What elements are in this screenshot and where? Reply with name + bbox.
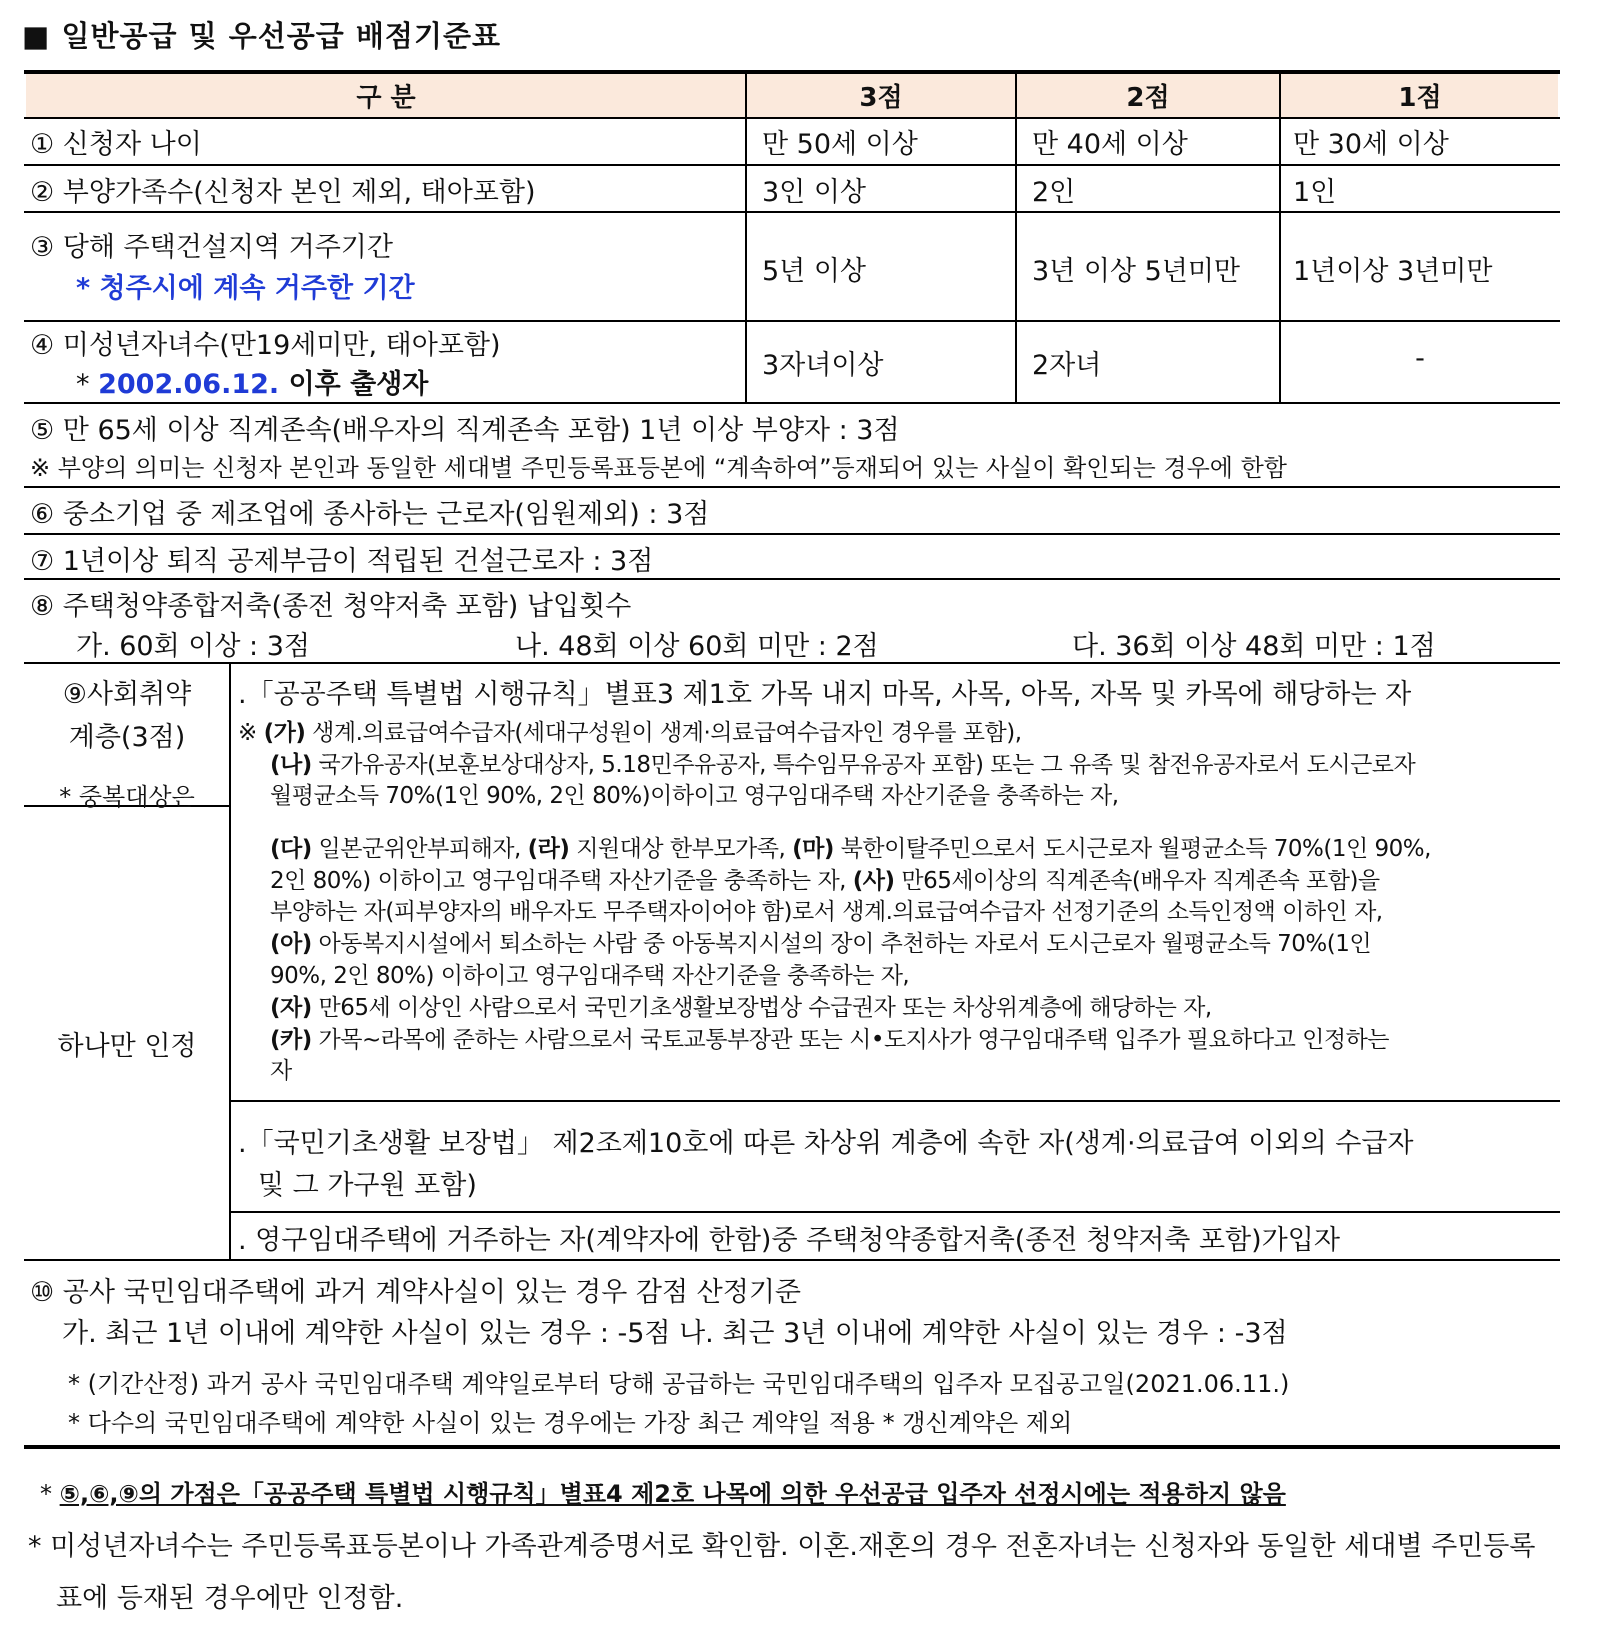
row2-3pt: 3인 이상 [762,177,867,208]
row3-note: * 청주시에 계속 거주한 기간 [76,273,415,304]
row9-left-line1: ⑨사회취약 [62,679,192,710]
row9-item-na [270,746,1415,779]
row6: ⑥ 중소기업 중 제조업에 종사하는 근로자(임원제외) : 3점 [30,499,710,530]
footer-note1-star: * [40,1480,60,1508]
page-title: ■ 일반공급 및 우선공급 배점기준표 [22,19,501,53]
row8-line1: ⑧ 주택청약종합저축(종전 청약저축 포함) 납입횟수 [30,591,632,622]
ga-text: 생계.의료급여수급자(세대구성원이 생계·의료급여수급자인 경우를 포함), [305,720,1022,746]
row9-left-line2: 계층(3점) [68,722,186,753]
ga-tag: (가) [263,720,306,746]
row9-item-ma-sa [270,862,1380,895]
row-divider [24,402,1560,404]
da-tag: (다) [270,836,312,862]
row9-item-na-cont: 월평균소득 70%(1인 90%, 2인 80%)이하이고 영구임대주택 자산기준을 충족하는 자, [270,783,1119,809]
column-divider [229,663,231,1260]
row-divider [230,1211,1560,1213]
row9-item-ga [238,714,1022,747]
note-star: * [76,369,99,400]
row3-label: ③ 당해 주택건설지역 거주기간 [30,232,393,263]
row2-2pt: 2인 [1032,177,1076,208]
row8-c: 다. 36회 이상 48회 미만 : 1점 [1072,631,1436,662]
row4-1pt: - [1415,343,1425,374]
na-tag: (나) [270,752,312,778]
da-text: 일본군위안부피해자, [311,836,528,862]
row4-2pt: 2자녀 [1032,350,1102,381]
table-top-border [24,70,1560,74]
ja-tag: (자) [270,995,312,1021]
column-divider [745,72,747,403]
ja-text: 만65세 이상인 사람으로서 국민기초생활보장법상 수급권자 또는 차상위계층에 해당하는 자, [311,995,1212,1021]
row4-3pt: 3자녀이상 [762,350,884,381]
row-divider [24,117,1560,119]
row-divider [24,1259,1560,1261]
row9-item-a [270,925,1371,958]
row3-3pt: 5년 이상 [762,256,867,287]
row-divider [24,533,1560,535]
a-text1: 아동복지시설에서 퇴소하는 사람 중 아동복지시설의 장이 추천하는 자로서 도시근로자 월평균소득 70%(1인 [311,931,1372,957]
row9-item-a-cont: 90%, 2인 80%) 이하이고 영구임대주택 자산기준을 충족하는 자, [270,963,910,989]
row-divider [24,578,1560,580]
row1-2pt: 만 40세 이상 [1032,129,1188,160]
row3-2pt: 3년 이상 5년미만 [1032,256,1241,287]
row8-b: 나. 48회 이상 60회 미만 : 2점 [515,631,879,662]
row9-paragraph3: . 영구임대주택에 거주하는 자(계약자에 한함)중 주택청약종합저축(종전 청약저축 포함)가입자 [238,1225,1340,1256]
row8-a: 가. 60회 이상 : 3점 [76,631,310,662]
ka-tag: (카) [270,1027,312,1053]
row2-label: ② 부양가족수(신청자 본인 제외, 태아포함) [30,177,536,208]
ma-text2: 2인 80%) 이하이고 영구임대주택 자산기준을 충족하는 자, [270,868,853,894]
row9-left-line4: 하나만 인정 [57,1031,197,1062]
row5-line2: ※ 부양의 의미는 신청자 본인과 동일한 세대별 주민등록표등본에 “계속하여”등재되어 있는 사실이 확인되는 경우에 한함 [30,454,1287,482]
row9-paragraph1: .「공공주택 특별법 시행규칙」별표3 제1호 가목 내지 마목, 사목, 아목, 자목 및 카목에 해당하는 자 [238,679,1412,710]
row5-line1: ⑤ 만 65세 이상 직계존속(배우자의 직계존속 포함) 1년 이상 부양자 : 3점 [30,415,900,446]
row9-item-da-ra-ma [270,830,1431,863]
row9-paragraph2: .「국민기초생활 보장법」 제2조제10호에 따른 차상위 계층에 속한 자(생계·의료급여 이외의 수급자 [238,1128,1414,1159]
ra-text: 지원대상 한부모가족, [569,836,793,862]
row-divider [24,320,1560,322]
ra-tag: (라) [527,836,570,862]
row7: ⑦ 1년이상 퇴직 공제부금이 적립된 건설근로자 : 3점 [30,546,654,577]
row10-line2: 가. 최근 1년 이내에 계약한 사실이 있는 경우 : -5점 나. 최근 3년 이내에 계약한 사실이 있는 경우 : -3점 [62,1318,1288,1349]
row10-line1: ⑩ 공사 국민임대주택에 과거 계약사실이 있는 경우 감점 산정기준 [30,1277,801,1308]
note-rest: 이후 출생자 [279,369,429,400]
sa-tag: (사) [852,868,895,894]
footer-note2-line2: 표에 등재된 경우에만 인정함. [56,1583,404,1614]
row9-item-ja [270,989,1212,1022]
row4-note [76,362,428,401]
row4-label: ④ 미성년자녀수(만19세미만, 태아포함) [30,330,501,361]
row10-note1: * (기간산정) 과거 공사 국민임대주택 계약일로부터 당해 공급하는 국민임대주택의 입주자 모집공고일(2021.06.11.) [68,1370,1290,1398]
header-category: 구 분 [356,83,416,113]
ga-prefix: ※ [238,720,264,746]
row10-note2: * 다수의 국민임대주택에 계약한 사실이 있는 경우에는 가장 최근 계약일 적용 * 갱신계약은 제외 [68,1409,1073,1437]
table-bottom-border [24,1445,1560,1449]
row9-item-ka-cont: 자 [270,1058,292,1084]
header-1pt: 1점 [1398,83,1442,113]
row1-1pt: 만 30세 이상 [1293,129,1449,160]
row2-1pt: 1인 [1293,177,1337,208]
header-2pt: 2점 [1126,83,1170,113]
sa-text1: 만65세이상의 직계존속(배우자 직계존속 포함)을 [894,868,1380,894]
row-divider [24,211,1560,213]
row-divider [230,1100,1560,1102]
row1-label: ① 신청자 나이 [30,129,202,160]
footer-note1 [40,1474,1286,1509]
na-text1: 국가유공자(보훈보상대상자, 5.18민주유공자, 특수임무유공자 포함) 또는 그 유족 및 참전유공자로서 도시근로자 [311,752,1416,778]
column-divider [1015,72,1017,403]
row9-item-ka [270,1021,1389,1054]
row9-paragraph2-cont: 및 그 가구원 포함) [258,1170,477,1201]
a-tag: (아) [270,931,312,957]
row9-left-line3: * 중복대상은 [59,783,195,811]
header-3pt: 3점 [859,83,903,113]
row-divider [24,164,1560,166]
row9-item-sa-cont: 부양하는 자(피부양자의 배우자도 무주택자이어야 함)로서 생계.의료급여수급자 선정기준의 소득인정액 이하인 자, [270,899,1383,925]
row-divider [24,486,1560,488]
footer-note2-line1: * 미성년자녀수는 주민등록표등본이나 가족관계증명서로 확인함. 이혼.재혼의 경우 전혼자녀는 신청자와 동일한 세대별 주민등록 [28,1531,1536,1562]
row1-3pt: 만 50세 이상 [762,129,918,160]
ma-tag: (마) [792,836,834,862]
ka-text1: 가목~라목에 준하는 사람으로서 국토교통부장관 또는 시•도지사가 영구임대주택 입주가 필요하다고 인정하는 [311,1027,1390,1053]
ma-text1: 북한이탈주민으로서 도시근로자 월평균소득 70%(1인 90%, [833,836,1431,862]
note-date: 2002.06.12. [98,369,280,400]
row3-1pt: 1년이상 3년미만 [1293,256,1493,287]
footer-note1-text: ⑤,⑥,⑨의 가점은「공공주택 특별법 시행규칙」별표4 제2호 나목에 의한 우선공급 입주자 선정시에는 적용하지 않음 [59,1480,1286,1508]
